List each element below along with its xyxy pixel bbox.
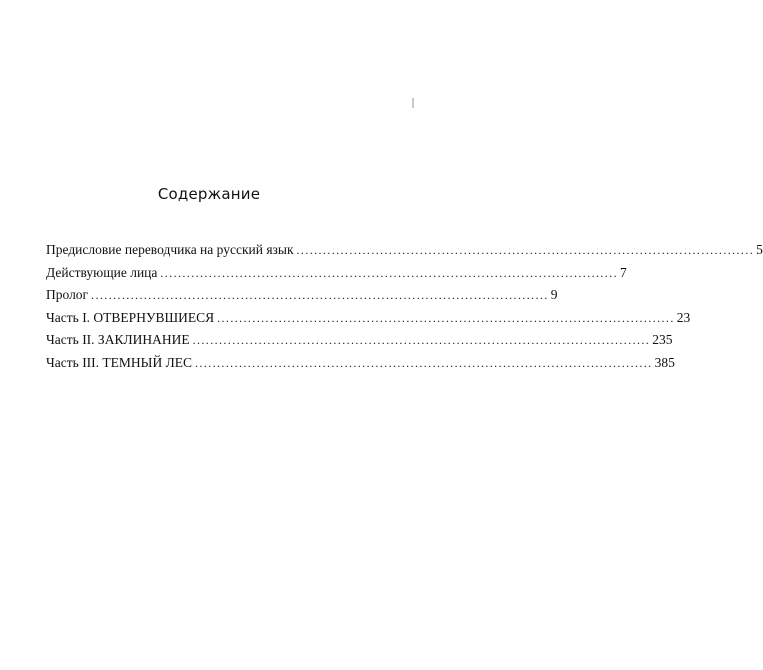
page-edge-mark	[412, 98, 414, 108]
dot-leader: ........................................................................................................	[160, 265, 619, 280]
toc-entry-part-1	[46, 309, 691, 333]
contents-heading: Содержание	[157, 185, 261, 203]
toc-entry-page: 7	[620, 264, 627, 280]
toc-entry-page: 235	[652, 332, 673, 347]
toc-entry-characters	[46, 264, 627, 288]
dot-leader: ........................................................................................................	[91, 288, 549, 302]
toc-entry-title: Часть III. ТЕМНЫЙ ЛЕС	[46, 354, 192, 370]
toc-entry-title: Часть I. ОТВЕРНУВШИЕСЯ	[46, 309, 215, 325]
toc-entry-prologue	[46, 287, 558, 310]
toc-entry-page: 23	[676, 309, 691, 325]
toc-entry-title: Пролог	[46, 287, 89, 302]
toc-entry-title: Предисловие переводчика на русский язык	[46, 242, 294, 257]
toc-entry-part-3	[46, 354, 675, 378]
toc-entry-page: 385	[654, 354, 675, 370]
dot-leader: ........................................................................................................	[217, 310, 675, 325]
toc-entry-title: Часть II. ЗАКЛИНАНИЕ	[46, 332, 190, 347]
toc-entry-page: 5	[756, 242, 763, 257]
toc-entry-part-2	[46, 332, 673, 355]
dot-leader: ........................................................................................................	[194, 355, 653, 370]
toc-entry-page: 9	[550, 287, 558, 302]
toc-entry-title: Действующие лица	[46, 264, 158, 280]
dot-leader: ........................................................................................................	[296, 243, 755, 257]
table-of-contents	[46, 242, 763, 377]
toc-entry-preface	[46, 242, 763, 265]
dot-leader: ........................................................................................................	[192, 333, 651, 347]
